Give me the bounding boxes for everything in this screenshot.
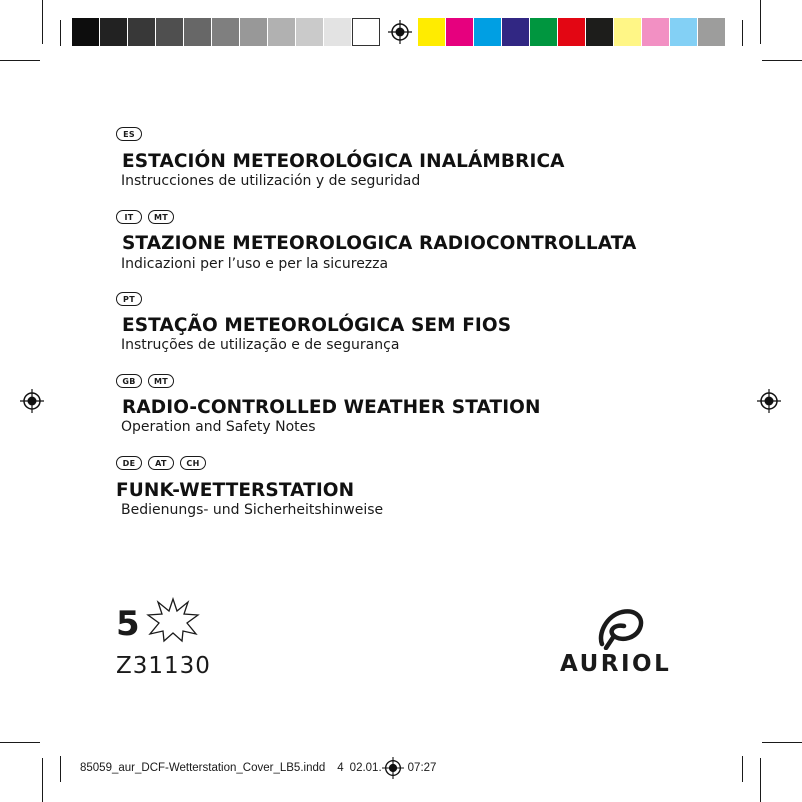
gray-color-bar — [72, 18, 380, 46]
color-swatch — [698, 18, 726, 46]
color-swatch — [296, 18, 324, 46]
color-swatch — [212, 18, 240, 46]
language-badge: GB — [116, 374, 142, 388]
color-swatch — [642, 18, 670, 46]
title-de: FUNK-WETTERSTATION — [116, 480, 355, 501]
color-swatch — [586, 18, 614, 46]
registration-mark-icon — [20, 389, 44, 413]
auriol-logo-icon — [592, 604, 650, 650]
crop-mark — [760, 758, 761, 802]
crop-mark — [0, 742, 40, 743]
language-badge: MT — [148, 374, 174, 388]
language-badge: CH — [180, 456, 206, 470]
slug-time: 07:27 — [407, 762, 437, 774]
crop-mark — [42, 758, 43, 802]
crop-mark — [60, 20, 61, 46]
subtitle-de: Bedienungs- und Sicherheitshinweise — [121, 502, 384, 518]
color-swatch — [474, 18, 502, 46]
model-number: Z31130 — [116, 653, 211, 679]
subtitle-pt: Instruções de utilização e de segurança — [121, 337, 400, 353]
title-pt: ESTAÇÃO METEOROLÓGICA SEM FIOS — [122, 315, 512, 336]
color-swatch — [558, 18, 586, 46]
crop-mark — [60, 756, 61, 782]
crop-mark — [760, 0, 761, 44]
slug-page: 4 — [337, 762, 344, 774]
crop-mark — [0, 60, 40, 61]
language-badge: IT — [116, 210, 142, 224]
subtitle-it: Indicazioni per l’uso e per la sicurezza — [121, 256, 389, 272]
slug-date: 02.01. — [349, 762, 382, 774]
process-color-bar — [418, 18, 726, 46]
print-slug — [80, 762, 436, 779]
color-swatch — [128, 18, 156, 46]
crop-mark — [762, 742, 802, 743]
title-gb: RADIO-CONTROLLED WEATHER STATION — [122, 397, 541, 418]
color-swatch — [268, 18, 296, 46]
color-swatch — [446, 18, 474, 46]
title-it: STAZIONE METEOROLOGICA RADIOCONTROLLATA — [122, 233, 637, 254]
crop-mark — [742, 756, 743, 782]
star-icon — [146, 597, 200, 643]
color-swatch — [184, 18, 212, 46]
language-badge: DE — [116, 456, 142, 470]
language-badge: ES — [116, 127, 142, 141]
color-swatch — [352, 18, 380, 46]
subtitle-es: Instrucciones de utilización y de seguridad — [121, 173, 421, 189]
crop-mark — [762, 60, 802, 61]
color-swatch — [240, 18, 268, 46]
subtitle-gb: Operation and Safety Notes — [121, 419, 316, 435]
crop-mark — [42, 0, 43, 44]
registration-mark-icon — [388, 20, 412, 44]
color-swatch — [418, 18, 446, 46]
registration-mark-icon — [382, 757, 404, 779]
color-swatch — [502, 18, 530, 46]
color-swatch — [156, 18, 184, 46]
crop-mark — [742, 20, 743, 46]
lb-number: 5 — [116, 604, 140, 644]
color-swatch — [324, 18, 352, 46]
color-swatch — [530, 18, 558, 46]
language-badge: PT — [116, 292, 142, 306]
brand-name: AURIOL — [560, 651, 672, 677]
language-badge: AT — [148, 456, 174, 470]
registration-mark-icon — [757, 389, 781, 413]
color-swatch — [72, 18, 100, 46]
language-badge: MT — [148, 210, 174, 224]
color-swatch — [100, 18, 128, 46]
color-swatch — [614, 18, 642, 46]
color-swatch — [670, 18, 698, 46]
slug-filename: 85059_aur_DCF-Wetterstation_Cover_LB5.indd — [80, 762, 326, 774]
title-es: ESTACIÓN METEOROLÓGICA INALÁMBRICA — [122, 151, 565, 172]
